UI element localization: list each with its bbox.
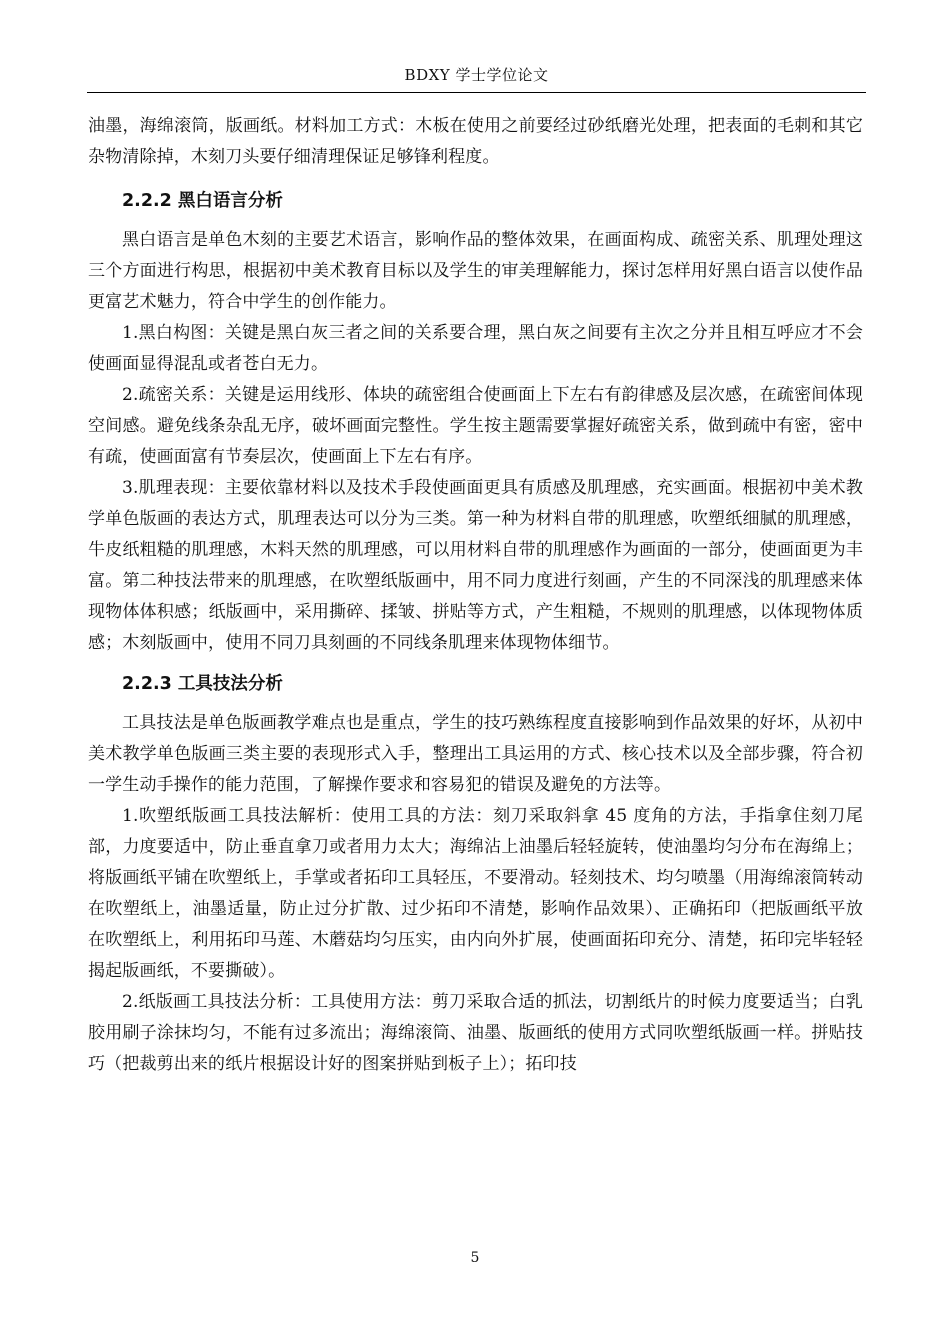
paragraph-materials: 油墨，海绵滚筒，版画纸。材料加工方式：木板在使用之前要经过砂纸磨光处理，把表面的毛刺和其它杂物清除掉，木刻刀头要仔细清理保证足够锋利程度。 — [88, 116, 863, 167]
paragraph-bw-texture: 3.肌理表现：主要依靠材料以及技术手段使画面更具有质感及肌理感，充实画面。根据初中美术教学单色版画的表达方式，肌理表达可以分为三类。第一种为材料自带的肌理感，吹塑纸细腻的肌理感，牛皮纸粗糙的肌理感，木料天然的肌理感，可以用材料自带的肌理感作为画面的一部分，使画面更为丰富。第二种技法带来的肌理感，在吹塑纸版画中，用不同力度进行刻画，产生的不同深浅的肌理感来体现物体体积感；纸版画中，采用撕碎、揉皱、拼贴等方式，产生粗糙，不规则的肌理感，以体现物体质感；木刻版画中，使用不同刀具刻画的不同线条肌理来体现物体细节。 — [88, 478, 863, 653]
paragraph-tool-foam-board: 1.吹塑纸版画工具技法解析：使用工具的方法：刻刀采取斜拿 45 度角的方法，手指拿住刻刀尾部，力度要适中，防止垂直拿刀或者用力太大；海绵沾上油墨后轻轻旋转，使油墨均匀分布在海绵上；将版画纸平铺在吹塑纸上，手掌或者拓印工具轻压，不要滑动。轻刻技术、均匀喷墨（用海绵滚筒转动在吹塑纸上，油墨适量，防止过分扩散、过少拓印不清楚，影响作品效果）、正确拓印（把版画纸平放在吹塑纸上，利用拓印马莲、木蘑菇均匀压实，由内向外扩展，使画面拓印充分、清楚，拓印完毕轻轻揭起版画纸，不要撕破）。 — [88, 806, 863, 981]
paragraph-bw-intro: 黑白语言是单色木刻的主要艺术语言，影响作品的整体效果，在画面构成、疏密关系、肌理处理这三个方面进行构思，根据初中美术教育目标以及学生的审美理解能力，探讨怎样用好黑白语言以使作品更富艺术魅力，符合中学生的创作能力。 — [88, 230, 863, 312]
paragraph-tool-intro: 工具技法是单色版画教学难点也是重点，学生的技巧熟练程度直接影响到作品效果的好坏，从初中美术教学单色版画三类主要的表现形式入手，整理出工具运用的方式、核心技术以及全部步骤，符合初一学生动手操作的能力范围，了解操作要求和容易犯的错误及避免的方法等。 — [88, 713, 863, 795]
paragraph-tool-paper-print: 2.纸版画工具技法分析：工具使用方法：剪刀采取合适的抓法，切割纸片的时候力度要适当；白乳胶用刷子涂抹均匀，不能有过多流出；海绵滚筒、油墨、版画纸的使用方式同吹塑纸版画一样。拼贴技巧（把裁剪出来的纸片根据设计好的图案拼贴到板子上）；拓印技 — [88, 992, 863, 1074]
page-number: 5 — [470, 1250, 480, 1266]
paragraph-bw-density: 2.疏密关系：关键是运用线形、体块的疏密组合使画面上下左右有韵律感及层次感，在疏密间体现空间感。避免线条杂乱无序，破坏画面完整性。学生按主题需要掌握好疏密关系，做到疏中有密，密中有疏，使画面富有节奏层次，使画面上下左右有序。 — [88, 385, 863, 467]
paragraph-bw-composition: 1.黑白构图：关键是黑白灰三者之间的关系要合理，黑白灰之间要有主次之分并且相互呼应才不会使画面显得混乱或者苍白无力。 — [88, 323, 863, 374]
section-heading-2-2-3: 2.2.3 工具技法分析 — [122, 674, 283, 694]
document-body — [88, 111, 863, 1080]
header-divider — [87, 92, 866, 93]
page-header-title: BDXY 学士学位论文 — [404, 66, 549, 84]
section-heading-2-2-2: 2.2.2 黑白语言分析 — [122, 191, 283, 211]
